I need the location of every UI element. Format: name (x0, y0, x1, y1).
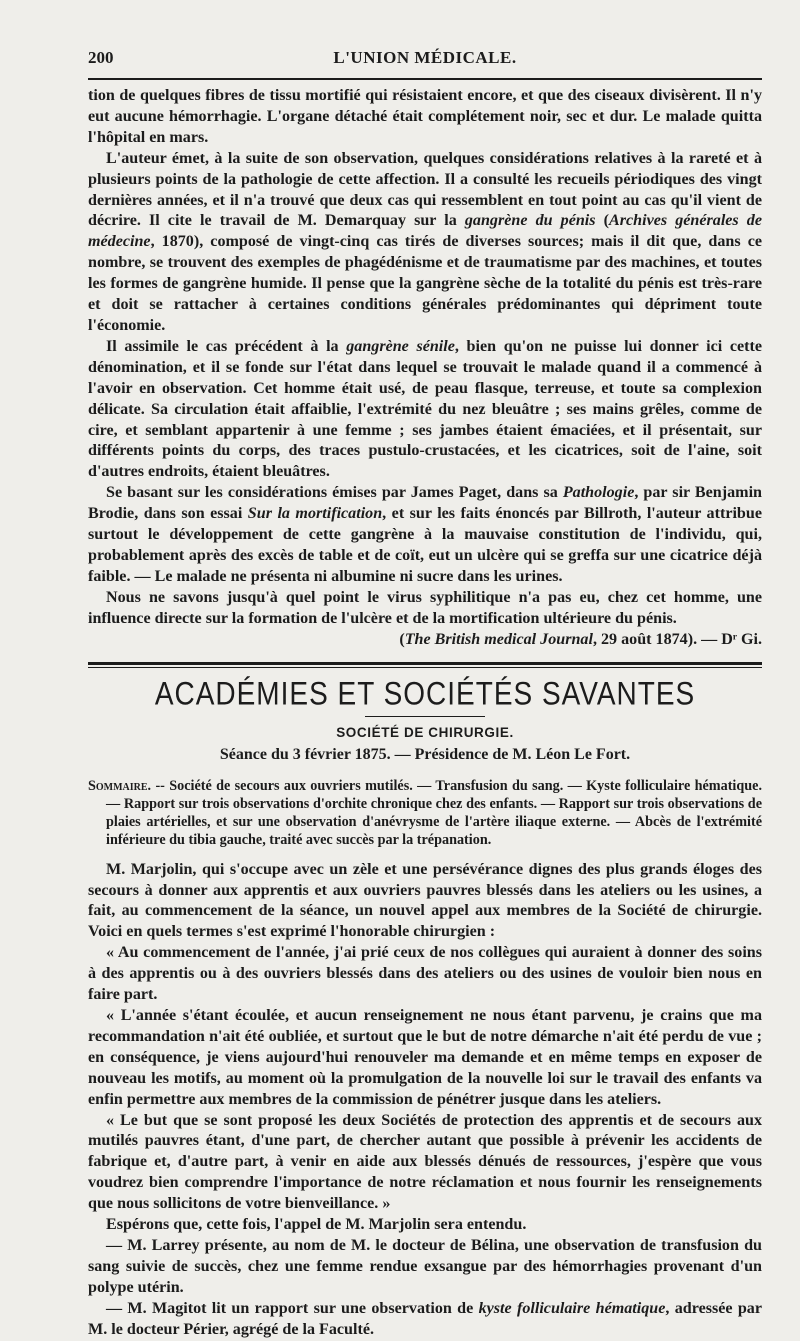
article-continuation (88, 86, 762, 650)
source-citation (88, 630, 762, 651)
text-run: , bien qu'on ne puisse lui donner ici cette dénomination, et il se fonde sur l'état dans lequel se trouvait le malade quand il a commencé à l'avoir en observation. Cet homme était usé, de peau flasque, terreuse, et toute sa complexion délicate. Sa circulation était affaiblie, l'extrémité du nez bleuâtre ; ses mains grêles, comme de cire, et semblant appartenir à une femme ; ses jambes étaient émaciées, et il présentait, sur différents points du corps, des traces pustulo-crustacées, et les cicatrices, soit de l'aine, soit d'autres endroits, étaient bleuâtres. (88, 337, 762, 481)
paragraph (88, 337, 762, 483)
paragraph: Espérons que, cette fois, l'appel de M. Marjolin sera entendu. (106, 1216, 527, 1234)
text-run: L'auteur émet, à la suite de son observation, quelques considérations relatives à la rareté et à plusieurs points de la pathologie de cette affection. Il a consulté les recueils périodiques des vingt dernières années, et il n'a trouvé que deux cas qui ressemblent en tout point au cas qu'il vient de décrire. Il cite le travail de M. Demarquay sur la (88, 149, 762, 230)
paragraph: tion de quelques fibres de tissu mortifié qui résistaient encore, et que des ciseaux divisèrent. Il n'y eut aucune hémorrhagie. L'organe détaché était complétement noir, sec et dur. Le malade quitta l'hôpital en mars. (88, 87, 762, 146)
italic-run: gangrène du pénis (464, 212, 596, 230)
paragraph (88, 483, 762, 588)
header-rule (88, 78, 762, 80)
italic-run: gangrène sénile (346, 337, 455, 355)
text-run: , adressée par M. le docteur Périer, agrégé de la Faculté. (88, 1299, 762, 1338)
text-run: , 1870), composé de vingt-cinq cas tirés de diverses sources; mais il dit que, dans ce nombre, se trouvent des exemples de phagédénisme et de traumatisme par des machines, et toutes les formes de gangrène humide. Il pense que la gangrène sèche de la totalité du pénis est très-rare et doit se rattacher à certaines conditions générales prédominantes qui dépriment toute l'économie. (88, 233, 762, 334)
page-number: 200 (88, 48, 114, 67)
paragraph: « Le but que se sont proposé les deux Sociétés de protection des apprentis et de secours aux mutilés pauvres étant, d'une part, de chercher autant que possible à prévenir les accidents de fabrique et, d'autre part, à venir en aide aux blessés dénués de ressources, j'espère que vous voudrez bien comprendre l'importance de notre réclamation et nous fournir les renseignements que nous sollicitons de votre bienveillance. » (88, 1111, 762, 1213)
paragraph: « L'année s'étant écoulée, et aucun renseignement ne nous étant parvenu, je crains que ma recommandation n'ait été oubliée, et surtout que le but de notre démarche n'ait été perdu de vue ; en conséquence, je viens aujourd'hui renouveler ma demande et en même temps en exposer de nouveau les motifs, au moment où la promulgation de la nouvelle loi sur le travail des enfants va enfin permettre aux membres de la commission de pénétrer jusque dans les ateliers. (88, 1007, 762, 1108)
italic-run: Archives générales de médecine (88, 212, 762, 251)
paragraph: « Au commencement de l'année, j'ai prié ceux de nos collègues qui auraient à donner des soins à des apprentis ou à des ouvriers blessés dans des ateliers ou des usines de vouloir bien nous en faire part. (88, 944, 762, 1004)
summary-label: Sommaire. (88, 778, 152, 795)
running-title: L'UNION MÉDICALE. (333, 48, 517, 67)
section-title: ACADÉMIES ET SOCIÉTÉS SAVANTES (154, 676, 696, 712)
running-header (88, 44, 762, 74)
paragraph (88, 1299, 762, 1341)
subsection-title: SOCIÉTÉ DE CHIRURGIE. (336, 725, 514, 741)
text-run: , par sir Benjamin Brodie, dans son essai (88, 484, 762, 523)
italic-run: Pathologie (562, 484, 635, 502)
paragraph: Nous ne savons jusqu'à quel point le virus syphilitique n'a pas eu, chez cet homme, une influence directe sur la formation de l'ulcère et de la mortification ultérieure du pénis. (88, 588, 762, 627)
paragraph: M. Marjolin, qui s'occupe avec un zèle et une persévérance dignes des plus grands éloges des secours à donner aux apprentis et aux ouvriers pauvres blessés dans les ateliers ou les usines, a fait, au commencement de la séance, un nouvel appel aux membres de la Société de chirurgie. Voici en quels termes s'est exprimé l'honorable chirurgien : (88, 860, 762, 941)
paragraph (88, 149, 762, 337)
text-run: , 29 août 1874). — Dʳ Gi. (592, 630, 762, 648)
text-run: — M. Magitot lit un rapport sur une observation de (106, 1299, 479, 1317)
session-report (88, 860, 762, 1341)
summary-block (88, 778, 762, 849)
thick-rule (88, 662, 762, 665)
text-run: ( (399, 630, 405, 648)
session-line: Séance du 3 février 1875. — Présidence de M. Léon Le Fort. (219, 746, 631, 764)
summary-text: -- Société de secours aux ouvriers mutilés. — Transfusion du sang. — Kyste folliculaire hématique. — Rapport sur trois observations d'orchite chronique chez des enfants. — Rapport sur trois observations de plaies artérielles, et sur une observation d'anévrysme de l'artère iliaque externe. — Abcès de l'extrémité inférieure du tibia gauche, traité avec succès par la trépanation. (106, 778, 762, 848)
italic-run: Sur la mortification (247, 505, 383, 523)
thin-rule (88, 667, 762, 668)
text-run: , et sur les faits énoncés par Billroth, l'auteur attribue surtout le développement de cette gangrène à la mauvaise constitution de l'individu, qui, probablement après des excès de table et de coït, eut un ulcère qui se greffa sur une cicatrice déjà faible. — Le malade ne présenta ni albumine ni sucre dans les urines. (88, 505, 762, 585)
text-run: Il assimile le cas précédent à la (106, 337, 347, 355)
journal-name: The British medical Journal (404, 630, 593, 648)
paragraph: — M. Larrey présente, au nom de M. le docteur de Bélina, une observation de transfusion du sang suivie de succès, chez une femme rendue exsangue par des hémorrhagies provenant d'un polype utérin. (88, 1236, 762, 1296)
section-separator (88, 662, 762, 668)
text-run: ( (595, 212, 610, 230)
title-rule (365, 716, 485, 717)
text-run: Se basant sur les considérations émises par James Paget, dans sa (106, 484, 563, 502)
italic-run: kyste folliculaire hématique (478, 1299, 666, 1317)
